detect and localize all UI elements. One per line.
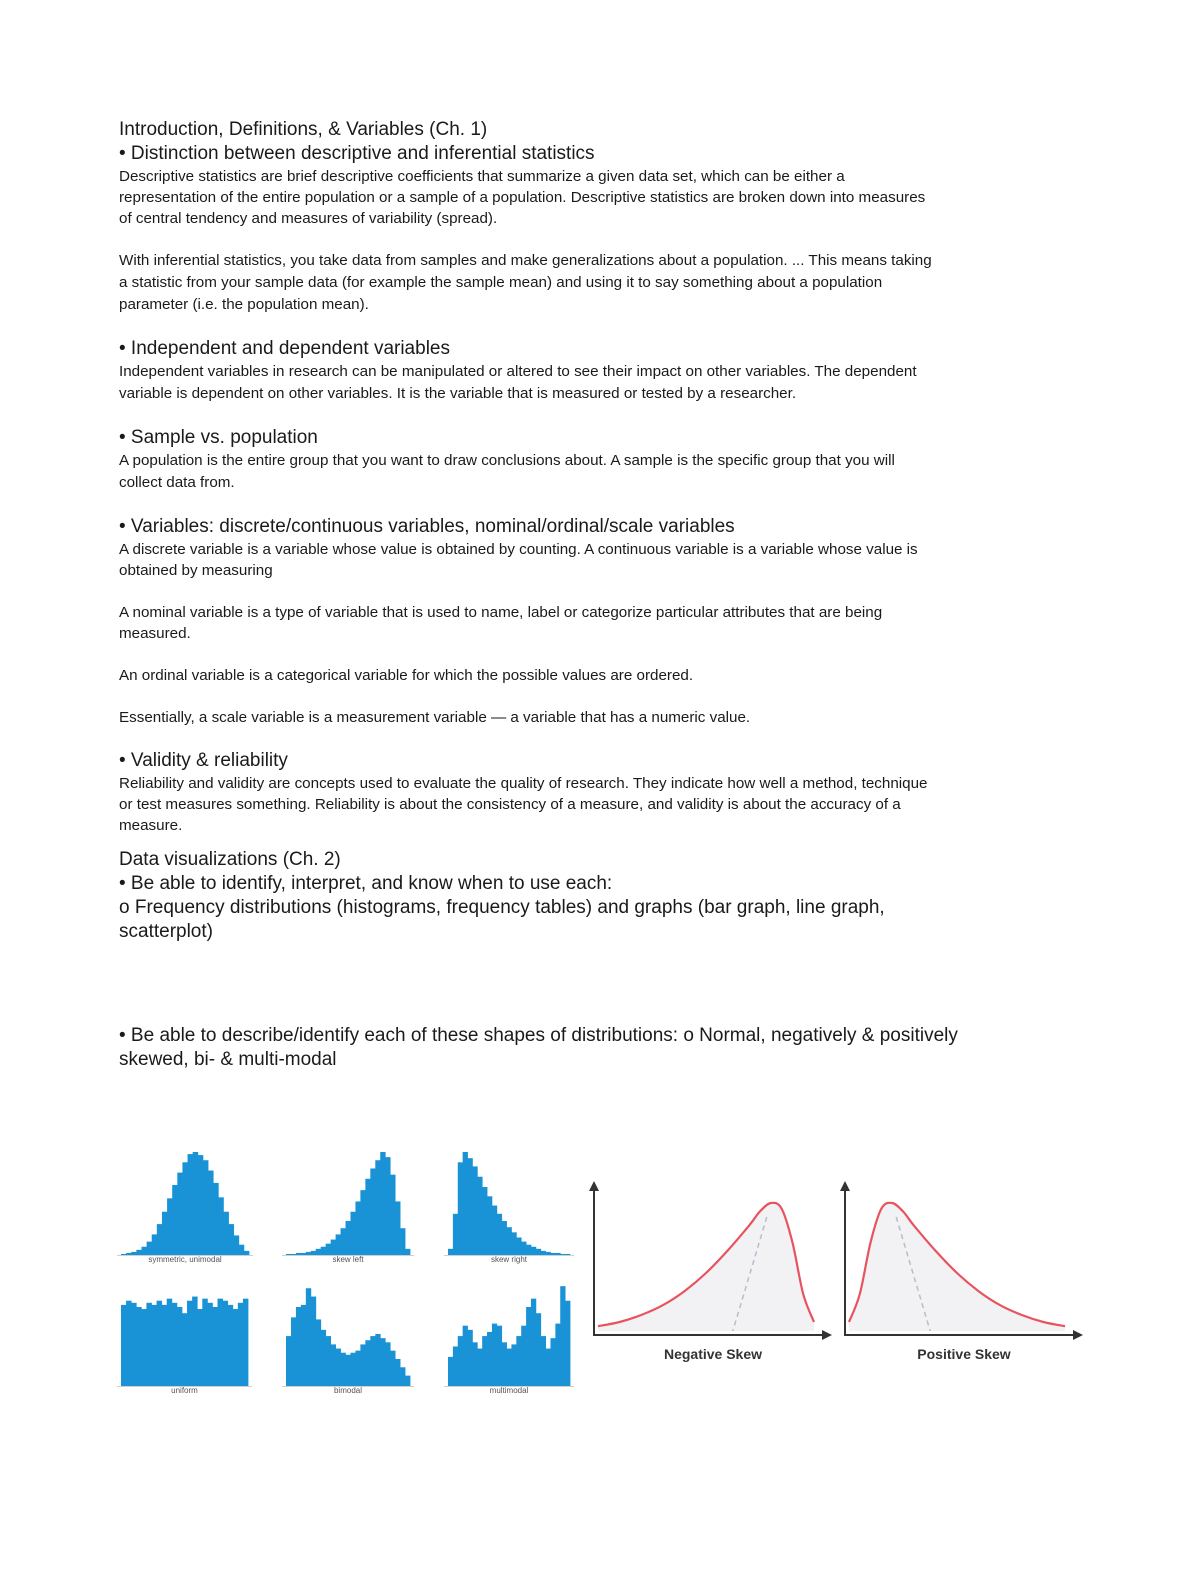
histogram-bar xyxy=(291,1317,296,1386)
histogram-bar xyxy=(172,1185,178,1255)
histogram-bar xyxy=(146,1303,151,1386)
histogram-bar xyxy=(550,1253,555,1255)
histogram-bar xyxy=(192,1297,197,1386)
histogram-bar xyxy=(521,1326,526,1386)
histogram-bar xyxy=(463,1326,468,1386)
histogram-bar xyxy=(492,1206,497,1255)
histogram-bar xyxy=(121,1305,126,1386)
histogram-bar xyxy=(233,1309,238,1386)
histogram-bar xyxy=(555,1253,560,1255)
histogram-bar xyxy=(182,1162,188,1255)
histogram-bar xyxy=(218,1197,224,1255)
histogram-bar xyxy=(565,1301,570,1386)
histogram-bar xyxy=(306,1252,311,1255)
histogram-label: uniform xyxy=(171,1386,198,1395)
histogram-bar xyxy=(405,1249,410,1255)
heading-sample-population: • Sample vs. population xyxy=(119,427,318,448)
histogram-bar xyxy=(375,1334,380,1386)
text-line: • Be able to identify, interpret, and know when to use each: xyxy=(119,873,613,894)
histogram-bar xyxy=(152,1234,158,1255)
histogram-bar xyxy=(458,1336,463,1386)
histogram-bar xyxy=(177,1307,182,1386)
histogram-bar xyxy=(453,1346,458,1386)
histogram-bar xyxy=(502,1221,507,1255)
text-line: measured. xyxy=(119,625,191,642)
histogram-bar xyxy=(531,1247,536,1255)
text-line: skewed, bi- & multi-modal xyxy=(119,1049,337,1070)
heading-independent-dependent: • Independent and dependent variables xyxy=(119,338,450,359)
histogram-bar xyxy=(213,1183,219,1255)
text-line: measure. xyxy=(119,817,183,834)
histogram-bar xyxy=(526,1245,531,1255)
text-line: of central tendency and measures of variability (spread). xyxy=(119,210,498,227)
histogram-bar xyxy=(492,1324,497,1386)
histogram-bar xyxy=(336,1349,341,1386)
histogram-bar xyxy=(244,1251,250,1255)
histogram-bar xyxy=(468,1158,473,1255)
text-line: A population is the entire group that you want to draw conclusions about. A sample is the specific group that you will xyxy=(119,452,895,469)
histogram-bar xyxy=(286,1254,291,1255)
histogram-bar xyxy=(390,1351,395,1386)
histogram-bar xyxy=(316,1319,321,1386)
heading-validity-reliability: • Validity & reliability xyxy=(119,750,288,771)
histogram-bar xyxy=(541,1336,546,1386)
histogram-bar xyxy=(141,1309,146,1386)
histogram-bar xyxy=(172,1303,177,1386)
y-axis-arrow xyxy=(589,1181,599,1191)
histogram-bar xyxy=(453,1214,458,1255)
histogram-bar xyxy=(301,1253,306,1255)
histogram-bar xyxy=(162,1212,168,1255)
median-dashed-line xyxy=(896,1217,930,1331)
text-line: scatterplot) xyxy=(119,921,213,942)
histogram-bar xyxy=(448,1249,453,1255)
text-line: • Be able to describe/identify each of these shapes of distributions: o Normal, negatively & positively xyxy=(119,1025,958,1046)
histogram-bar xyxy=(560,1286,565,1386)
x-axis-arrow xyxy=(822,1330,832,1340)
histogram-bar xyxy=(482,1336,487,1386)
curve-area xyxy=(598,1203,814,1331)
histogram-bar xyxy=(167,1299,172,1386)
median-dashed-line xyxy=(733,1217,767,1331)
histogram-bar xyxy=(482,1187,487,1255)
histogram-bar xyxy=(238,1303,243,1386)
histogram-bar xyxy=(208,1171,214,1255)
histogram-bar xyxy=(306,1288,311,1386)
text-line: A discrete variable is a variable whose value is obtained by counting. A continuous variable is a variable whose value is xyxy=(119,541,918,558)
histogram-bar xyxy=(487,1332,492,1386)
histogram-bar xyxy=(193,1152,199,1255)
histogram-bar xyxy=(477,1177,482,1255)
histogram-bar xyxy=(212,1307,217,1386)
axis-lines xyxy=(594,1185,826,1335)
histogram-bar xyxy=(541,1251,546,1255)
density-curve xyxy=(849,1203,1065,1326)
histogram-bar xyxy=(136,1307,141,1386)
histogram-bar xyxy=(326,1336,331,1386)
histogram-bar xyxy=(521,1242,526,1255)
histogram-bar xyxy=(203,1160,209,1255)
histogram-bar xyxy=(526,1307,531,1386)
histogram-bar xyxy=(182,1313,187,1386)
text-line: o Frequency distributions (histograms, frequency tables) and graphs (bar graph, line graph, xyxy=(119,897,885,918)
histogram-bar xyxy=(531,1299,536,1386)
text-line: An ordinal variable is a categorical variable for which the possible values are ordered. xyxy=(119,667,694,684)
histogram-bar xyxy=(157,1224,163,1255)
histogram-bar xyxy=(385,1342,390,1386)
histogram-bar xyxy=(286,1336,291,1386)
histogram-bar xyxy=(198,1155,204,1255)
histogram-bar xyxy=(341,1353,346,1386)
x-axis-arrow xyxy=(1073,1330,1083,1340)
skew-caption: Positive Skew xyxy=(917,1346,1011,1362)
histogram-bar xyxy=(321,1247,326,1255)
histogram-bar xyxy=(365,1340,370,1386)
histogram-bar xyxy=(468,1330,473,1386)
histogram-label: symmetric, unimodal xyxy=(148,1255,222,1264)
histogram-bar xyxy=(511,1344,516,1386)
skew-caption: Negative Skew xyxy=(663,1346,763,1362)
histogram-bar xyxy=(326,1244,331,1255)
histogram-bar xyxy=(147,1242,153,1255)
histogram-bar xyxy=(360,1190,365,1255)
histogram-bar xyxy=(370,1168,375,1255)
histogram-bar xyxy=(487,1196,492,1255)
histogram-bar xyxy=(316,1249,321,1255)
heading-variables: • Variables: discrete/continuous variables, nominal/ordinal/scale variables xyxy=(119,516,735,537)
histogram-bar xyxy=(162,1305,167,1386)
histogram-bar xyxy=(555,1324,560,1386)
text-line: With inferential statistics, you take data from samples and make generalizations about a population. ... This means taking xyxy=(119,252,932,269)
text-line: representation of the entire population or a sample of a population. Descriptive statistics are broken down into measures xyxy=(119,189,926,206)
text-line: Independent variables in research can be manipulated or altered to see their impact on other variables. The dependent xyxy=(119,363,917,380)
histogram-bar xyxy=(385,1157,390,1255)
histogram-bar xyxy=(472,1166,477,1255)
histogram-bar xyxy=(536,1313,541,1386)
histogram-bar xyxy=(560,1254,565,1255)
histogram-bar xyxy=(355,1201,360,1255)
histogram-bar xyxy=(177,1173,183,1255)
histogram-label: skew right xyxy=(490,1255,528,1264)
histogram-bar xyxy=(296,1253,301,1255)
histogram-bar xyxy=(126,1253,132,1255)
text-line: Reliability and validity are concepts used to evaluate the quality of research. They indicate how well a method, technique xyxy=(119,775,928,792)
text-line: a statistic from your sample data (for example the sample mean) and using it to say something about a population xyxy=(119,274,883,291)
histogram-bar xyxy=(188,1154,194,1255)
histogram-bar xyxy=(346,1355,351,1386)
histogram-bar xyxy=(121,1254,127,1255)
histogram-bar xyxy=(151,1305,156,1386)
histogram-bar xyxy=(565,1254,570,1255)
axis-lines xyxy=(845,1185,1077,1335)
histogram-bar xyxy=(546,1349,551,1386)
histogram-bar xyxy=(380,1152,385,1255)
histogram-bar xyxy=(234,1235,240,1255)
histogram-bar xyxy=(395,1359,400,1386)
histogram-bar xyxy=(448,1357,453,1386)
y-axis-arrow xyxy=(840,1181,850,1191)
density-curve xyxy=(598,1203,814,1326)
histogram-bar xyxy=(218,1299,223,1386)
histogram-bar xyxy=(370,1336,375,1386)
histogram-bar xyxy=(136,1250,142,1255)
histogram-bar xyxy=(497,1214,502,1255)
curve-area xyxy=(849,1203,1065,1331)
histogram-bar xyxy=(131,1303,136,1386)
heading-descriptive-inferential: • Distinction between descriptive and inferential statistics xyxy=(119,143,595,164)
histogram-bar xyxy=(331,1344,336,1386)
histogram-bar xyxy=(291,1254,296,1255)
histogram-bar xyxy=(223,1301,228,1386)
histogram-bar xyxy=(229,1224,235,1255)
histogram-bar xyxy=(390,1175,395,1255)
histogram-bar xyxy=(239,1245,245,1255)
histogram-bar xyxy=(536,1249,541,1255)
histogram-bar xyxy=(507,1227,512,1255)
text-line: or test measures something. Reliability is about the consistency of a measure, and validity is about the accuracy of a xyxy=(119,796,901,813)
text-line: obtained by measuring xyxy=(119,562,273,579)
histogram-bar xyxy=(395,1201,400,1255)
text-line: Essentially, a scale variable is a measurement variable — a variable that has a numeric value. xyxy=(119,709,751,726)
histogram-bar xyxy=(497,1326,502,1386)
histogram-bar xyxy=(511,1232,516,1255)
histogram-bar xyxy=(187,1301,192,1386)
histogram-bar xyxy=(311,1251,316,1255)
histogram-bar xyxy=(502,1342,507,1386)
histogram-bar xyxy=(202,1299,207,1386)
histogram-label: multimodal xyxy=(489,1386,529,1395)
histogram-bar xyxy=(296,1307,301,1386)
histogram-bar xyxy=(346,1221,351,1255)
histogram-bar xyxy=(546,1252,551,1255)
document-body xyxy=(119,118,1079,1072)
histogram-bar xyxy=(321,1330,326,1386)
histogram-bar xyxy=(336,1234,341,1255)
text-line: parameter (i.e. the population mean). xyxy=(119,296,369,313)
histogram-bar xyxy=(126,1301,131,1386)
histogram-bar xyxy=(375,1160,380,1255)
histogram-bar xyxy=(141,1247,147,1255)
histogram-bar xyxy=(350,1212,355,1255)
histogram-bar xyxy=(157,1301,162,1386)
histogram-label: bimodal xyxy=(333,1386,363,1395)
histogram-bar xyxy=(243,1299,248,1386)
histogram-bar xyxy=(360,1344,365,1386)
histogram-bar xyxy=(477,1349,482,1386)
histogram-bar xyxy=(400,1367,405,1386)
text-line: variable is dependent on other variables. It is the variable that is measured or tested by a researcher. xyxy=(119,385,797,402)
histogram-label: skew left xyxy=(332,1255,364,1264)
histogram-bar xyxy=(301,1305,306,1386)
histogram-bar xyxy=(516,1237,521,1255)
histogram-bar xyxy=(463,1152,468,1255)
histogram-bar xyxy=(550,1338,555,1386)
histogram-bar xyxy=(365,1179,370,1255)
histogram-bar xyxy=(341,1228,346,1255)
histogram-bar xyxy=(331,1240,336,1255)
chapter-1-title: Introduction, Definitions, & Variables (Ch. 1) xyxy=(119,119,488,140)
histogram-bar xyxy=(228,1305,233,1386)
histogram-bar xyxy=(516,1336,521,1386)
histogram-bar xyxy=(458,1162,463,1255)
chapter-2-title: Data visualizations (Ch. 2) xyxy=(119,849,341,870)
histogram-bar xyxy=(207,1303,212,1386)
histogram-bar xyxy=(131,1252,137,1255)
histogram-bar xyxy=(311,1297,316,1386)
text-line: Descriptive statistics are brief descriptive coefficients that summarize a given data set, which can be either a xyxy=(119,168,845,185)
histogram-bar xyxy=(350,1353,355,1386)
text-line: collect data from. xyxy=(119,474,235,491)
histogram-bar xyxy=(167,1198,173,1255)
histogram-bar xyxy=(380,1338,385,1386)
histogram-bar xyxy=(507,1349,512,1386)
text-line: A nominal variable is a type of variable that is used to name, label or categorize particular attributes that are being xyxy=(119,604,883,621)
histogram-bar xyxy=(223,1212,229,1255)
histogram-bar xyxy=(472,1342,477,1386)
histogram-bar xyxy=(400,1228,405,1255)
histogram-bar xyxy=(405,1376,410,1386)
histogram-bar xyxy=(197,1309,202,1386)
histogram-bar xyxy=(355,1351,360,1386)
